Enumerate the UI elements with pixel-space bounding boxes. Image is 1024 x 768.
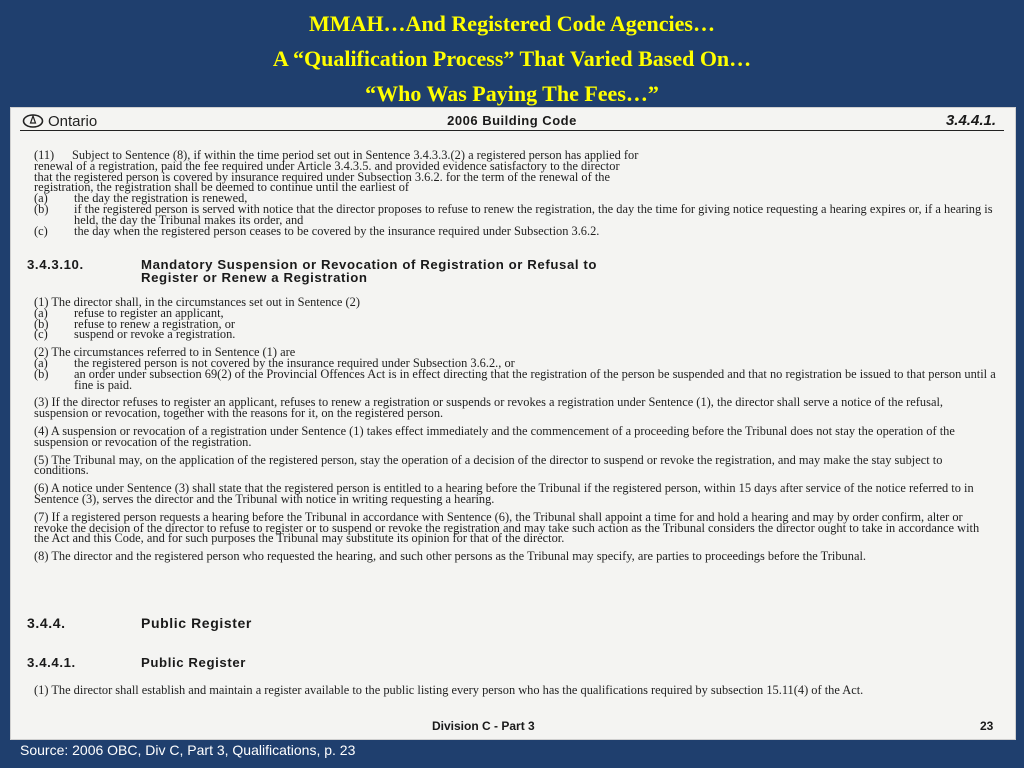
section-number: 3.4.4.1. <box>27 655 76 670</box>
logo-text: Ontario <box>48 112 98 130</box>
sentence-4: (4) A suspension or revocation of a registration under Sentence (1) takes effect immediately and the commencement of a proceeding before the Tribunal does not stay the operation of the suspension or revocation of the registration. <box>34 423 955 449</box>
clause: (b) an order under subsection 69(2) of the Provincial Offences Act is in effect directing that the registration of the person be suspended and that no registration be issued to that person until a fine is paid. <box>34 366 996 392</box>
clause: (b) if the registered person is served with notice that the director proposes to refuse to renew the registration, the day the time for giving notice requesting a hearing expires or, if a hearing is held, the day the Tribunal makes its order, and <box>34 201 993 227</box>
scanned-document <box>10 107 1016 740</box>
section-heading-3-4-3-10 <box>27 258 997 284</box>
clause: (b) refuse to renew a registration, or <box>34 316 236 331</box>
sentence-4-4-1-1: (1) The director shall establish and maintain a register available to the public listing every person who has the qualifications required by subsection 15.11(4) of the Act. <box>34 683 864 697</box>
sentence-text-line: renewal of a registration, paid the fee required under Article 3.4.3.5. and provided evidence satisfactory to the director <box>34 158 620 173</box>
section-number: 3.4.3.10. <box>27 257 84 272</box>
section-title: Mandatory Suspension or Revocation of Registration or Refusal to <box>141 257 598 272</box>
sentence-label: (11) <box>34 148 55 162</box>
sentence-text-line: Subject to Sentence (8), if within the time period set out in Sentence 3.4.3.3.(2) a registered person has applied for <box>72 148 639 162</box>
document-header <box>20 112 1004 131</box>
sentence-text-line: that the registered person is covered by insurance required under Subsection 3.6.2. for the term of the renewal of the <box>34 169 610 184</box>
sentence-2: (2) The circumstances referred to in Sentence (1) are <box>34 345 296 360</box>
section-body <box>34 297 996 562</box>
section-title-cont: Register or Renew a Registration <box>141 270 368 285</box>
sentence-7: (7) If a registered person requests a hearing before the Tribunal in accordance with Sentence (6), the Tribunal shall appoint a time for and hold a hearing and may by order confirm, alter or revoke the decision of the director to refuse to register or to suspend or revoke the registration and may take such action as the Tribunal considers the director ought to take in accordance with the Act and this Code, and for such purposes the Tribunal may substitute its opinion for that of the director. <box>34 509 980 546</box>
sentence-3: (3) If the director refuses to register an applicant, refuses to renew a registration or suspends or revokes a registration under Sentence (1), the director shall serve a notice of the refusal, suspension or revocation, together with the reasons for it, on the registered person. <box>34 395 943 421</box>
clause: (a) the day the registration is renewed, <box>34 191 248 206</box>
title-line-3: “Who Was Paying The Fees…” <box>365 81 659 106</box>
section-number: 3.4.4. <box>27 615 66 631</box>
code-title: 2006 Building Code <box>447 113 577 128</box>
clause: (a) the registered person is not covered by the insurance required under Subsection 3.6.2., or <box>34 355 515 370</box>
slide-title <box>0 6 1024 111</box>
sentence-5: (5) The Tribunal may, on the application of the registered person, stay the operation of a decision of the director to suspend or revoke the registration, and may make the stay subject to conditions. <box>34 452 943 478</box>
sentence-1: (1) The director shall, in the circumstances set out in Sentence (2) <box>34 295 360 309</box>
page-number: 23 <box>980 719 994 733</box>
footer-division: Division C - Part 3 <box>432 719 535 733</box>
title-line-2: A “Qualification Process” That Varied Based On… <box>272 46 752 71</box>
sentence-11 <box>34 150 996 236</box>
section-heading-3-4-4 <box>27 617 997 630</box>
sentence-8: (8) The director and the registered person who requested the hearing, and such other persons as the Tribunal may specify, are parties to proceedings before the Tribunal. <box>34 549 866 564</box>
clause: (a) refuse to register an applicant, <box>34 305 224 320</box>
source-caption: Source: 2006 OBC, Div C, Part 3, Qualifications, p. 23 <box>20 742 356 758</box>
clause: (c) suspend or revoke a registration. <box>34 327 236 342</box>
section-ref: 3.4.4.1. <box>945 112 996 129</box>
sentence-6: (6) A notice under Sentence (3) shall state that the registered person is entitled to a hearing before the Tribunal if the registered person, within 15 days after service of the notice referred to in Sentence (3), serves the director and the Tribunal with notice in writing requesting a hearing. <box>34 481 974 506</box>
sentence-text-line: registration, the registration shall be deemed to continue until the earliest of <box>34 180 410 195</box>
clause: (c) the day when the registered person ceases to be covered by the insurance required under Subsection 3.6.2. <box>34 223 600 238</box>
section-title: Public Register <box>141 615 252 631</box>
section-title: Public Register <box>141 655 247 670</box>
title-line-1: MMAH…And Registered Code Agencies… <box>309 11 715 36</box>
section-heading-3-4-4-1 <box>27 656 997 669</box>
